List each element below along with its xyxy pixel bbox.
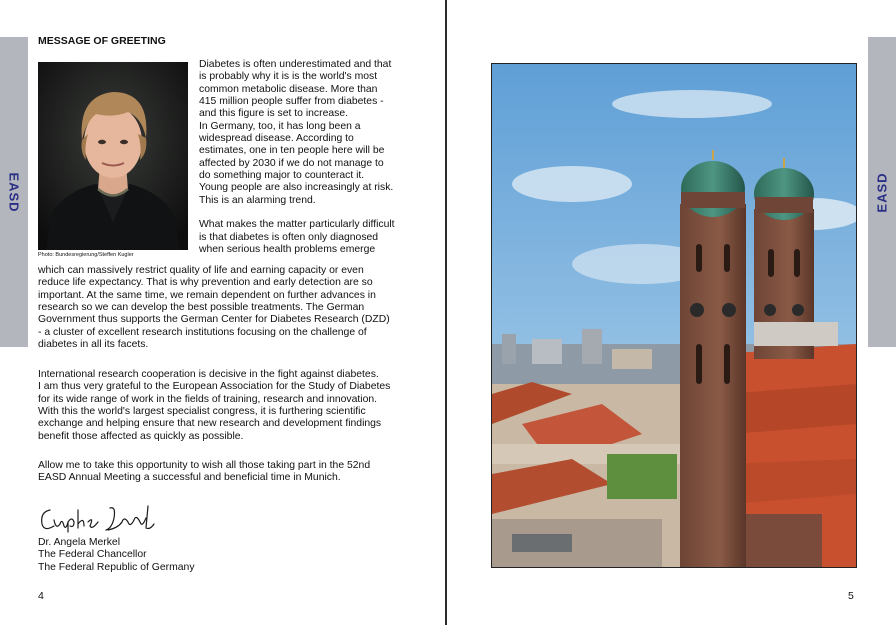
text-line: exchange and helping ensure that new research and development findings [38, 418, 382, 430]
text-line: With this the world's largest specialist congress, it is furthering scientific [38, 406, 366, 418]
text-line: In Germany, too, it has long been a [199, 120, 361, 132]
signatory-block [38, 537, 195, 574]
signatory-role: The Federal Chancellor [38, 549, 147, 561]
page-heading: MESSAGE OF GREETING [38, 35, 166, 47]
paragraph-3 [38, 369, 408, 443]
text-line: This is an alarming trend. [199, 194, 316, 206]
text-line: Diabetes is often underestimated and that [199, 59, 392, 70]
wrapped-text-block [199, 59, 409, 257]
side-tab-label: EASD [6, 171, 22, 213]
side-tab-left [0, 37, 28, 347]
page-number-left: 4 [38, 590, 44, 602]
text-line: 415 million people suffer from diabetes - [199, 96, 384, 108]
text-line: do something major to counteract it. [199, 170, 365, 182]
side-tab-label: EASD [874, 171, 890, 213]
paragraph-4 [38, 460, 408, 485]
portrait-image [38, 62, 188, 250]
text-line: research so we can develop the best possible treatments. The German [38, 302, 365, 314]
page-fold-divider [445, 0, 447, 625]
text-line: diabetes in all its facets. [38, 339, 149, 351]
left-page [0, 0, 446, 625]
text-line: reduce life expectancy. That is why prevention and early detection are so [38, 277, 373, 289]
text-line: Young people are also increasingly at risk. [199, 182, 394, 194]
text-line: affected by 2030 if we do not manage to [199, 157, 384, 169]
text-line: which can massively restrict quality of life and earning capacity or even [38, 265, 364, 276]
signature-icon [38, 500, 168, 534]
text-line: when serious health problems emerge [199, 244, 376, 256]
text-line: What makes the matter particularly difficult [199, 219, 395, 231]
signatory-name: Dr. Angela Merkel [38, 537, 121, 548]
text-line: important. At the same time, we remain dependent on further advances in [38, 289, 376, 301]
munich-cathedral-photo [491, 63, 857, 568]
text-line: EASD Annual Meeting a successful and beneficial time in Munich. [38, 472, 341, 484]
text-line: widespread disease. According to [199, 133, 354, 145]
text-line: - a cluster of excellent research institutions focusing on the challenge of [38, 326, 367, 338]
text-line: Government thus supports the German Center for Diabetes Research (DZD) [38, 314, 390, 326]
text-line: estimates, one in ten people here will be [199, 145, 385, 157]
paragraph-2-rest [38, 265, 408, 351]
page-number-right: 5 [848, 590, 854, 602]
text-line: common metabolic disease. More than [199, 83, 378, 95]
text-line: I am thus very grateful to the European Association for the Study of Diabetes [38, 381, 391, 393]
side-tab-right [868, 37, 896, 347]
text-line: International research cooperation is decisive in the fight against diabetes. [38, 369, 379, 380]
text-line [199, 207, 409, 219]
signatory-country: The Federal Republic of Germany [38, 561, 195, 573]
text-line: is that diabetes is often only diagnosed [199, 231, 379, 243]
text-line: benefit those affected as quickly as possible. [38, 430, 244, 442]
text-line: is probably why it is is the world's most [199, 71, 378, 83]
photo-credit: Photo: Bundesregierung/Steffen Kugler [38, 252, 134, 258]
text-line: and this figure is set to increase. [199, 108, 349, 120]
text-line: for its wide range of work in the fields of training, research and innovation. [38, 393, 378, 405]
text-line: Allow me to take this opportunity to wish all those taking part in the 52nd [38, 460, 371, 471]
